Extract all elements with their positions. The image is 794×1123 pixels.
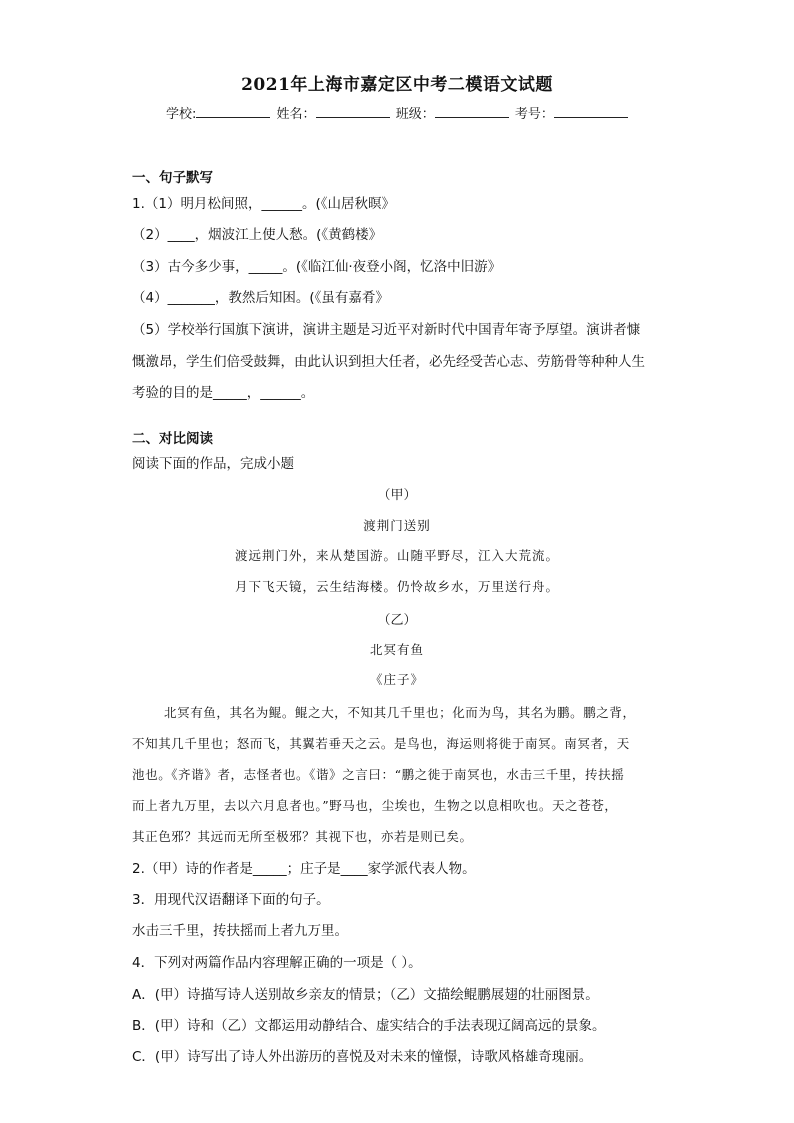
page-title: 2021年上海市嘉定区中考二模语文试题	[241, 75, 553, 95]
number-blank[interactable]	[554, 105, 628, 118]
yi-label: （乙）	[377, 613, 417, 628]
prose-line: 北冥有鱼，其名为鲲。鲲之大，不知其几千里也；化而为鸟，其名为鹏。鹏之背，	[164, 705, 636, 720]
student-info-line	[166, 103, 646, 122]
option-c[interactable]: C．(甲）诗写出了诗人外出游历的喜悦及对未来的憧憬，诗歌风格雄奇瑰丽。	[132, 1049, 593, 1065]
question-1-5-line1: （5）学校举行国旗下演讲，演讲主题是习近平对新时代中国青年寄予厚望。演讲者慷	[132, 322, 641, 338]
poem-line-1: 渡远荆门外，来从楚国游。山随平野尽，江入大荒流。	[234, 548, 559, 563]
option-a[interactable]: A．(甲）诗描写诗人送别故乡亲友的情景；（乙）文描绘鲲鹏展翅的壮丽图景。	[132, 987, 599, 1003]
prose-source: 《庄子》	[369, 672, 424, 687]
question-3: 3．用现代汉语翻译下面的句子。	[132, 892, 330, 908]
section2-heading: 二、对比阅读	[132, 431, 213, 447]
question-1-3: （3）古今多少事，_____。(《临江仙·夜登小阁，忆洛中旧游》	[132, 259, 502, 275]
question-1-1: 1.（1）明月松间照，______。(《山居秋暝》	[132, 196, 395, 212]
question-1-5-line3: 考验的目的是_____，______。	[132, 385, 315, 401]
question-1-5-line2: 慨激昂，学生们倍受鼓舞，由此认识到担大任者，必先经受苦心志、劳筋骨等种种人生	[132, 354, 645, 370]
question-1-4: （4）_______，教然后知困。(《虽有嘉肴》	[132, 290, 389, 306]
prose-title: 北冥有鱼	[369, 642, 424, 657]
class-blank[interactable]	[435, 105, 509, 118]
name-label: 姓名：	[276, 107, 316, 122]
prose-line: 其正色邪？其远而无所至极邪？其视下也，亦若是则已矣。	[132, 829, 473, 844]
school-blank[interactable]	[196, 105, 270, 118]
jia-label: （甲）	[377, 488, 417, 503]
question-1-2: （2）____，烟波江上使人愁。(《黄鹤楼》	[132, 227, 383, 243]
prose-line: 池也。《齐谐》者，志怪者也。《谐》之言曰：“鹏之徙于南冥也，水击三千里，抟扶摇	[132, 767, 625, 782]
prose-line: 不知其几千里也；怒而飞，其翼若垂天之云。是鸟也，海运则将徙于南冥。南冥者，天	[132, 736, 630, 751]
question-4: 4．下列对两篇作品内容理解正确的一项是（ ）。	[132, 955, 422, 971]
reading-instruction: 阅读下面的作品，完成小题	[132, 456, 294, 472]
question-2: 2.（甲）诗的作者是_____；庄子是____家学派代表人物。	[132, 861, 476, 877]
poem-title: 渡荆门送别	[363, 518, 431, 533]
section1-heading: 一、句子默写	[132, 170, 213, 186]
option-b[interactable]: B．(甲）诗和（乙）文都运用动静结合、虚实结合的手法表现辽阔高远的景象。	[132, 1018, 606, 1034]
prose-line: 而上者九万里，去以六月息者也。”野马也，尘埃也，生物之以息相吹也。天之苍苍，	[132, 798, 618, 813]
question-3-sentence: 水击三千里，抟扶摇而上者九万里。	[132, 923, 348, 939]
number-label: 考号：	[514, 107, 554, 122]
class-label: 班级：	[395, 107, 435, 122]
poem-line-2: 月下飞天镜，云生结海楼。仍怜故乡水，万里送行舟。	[234, 579, 559, 594]
name-blank[interactable]	[316, 105, 390, 118]
school-label: 学校:	[166, 107, 197, 122]
